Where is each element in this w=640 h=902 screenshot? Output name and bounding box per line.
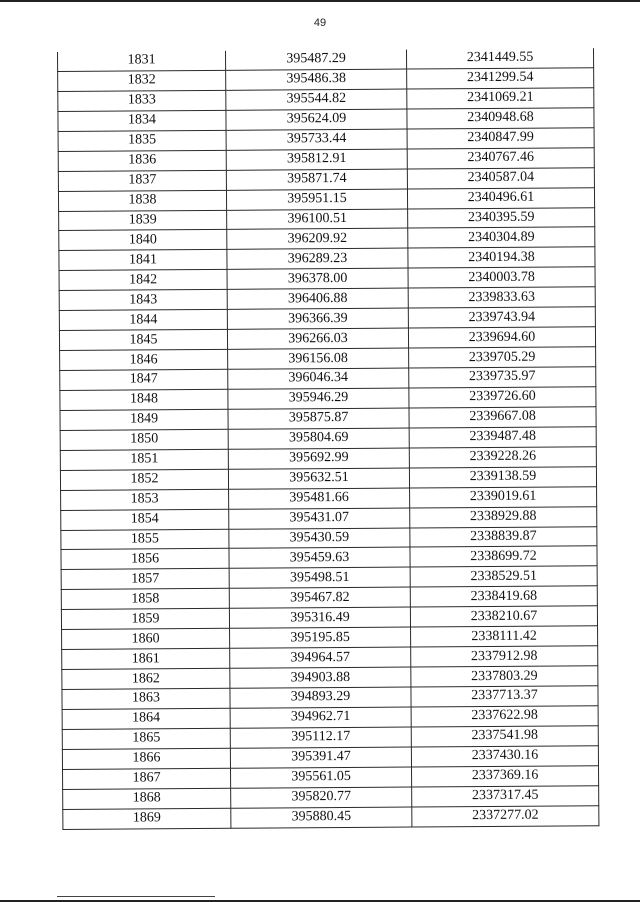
y-coordinate-cell: 2338699.72 [410, 546, 597, 567]
point-number-cell: 1866 [62, 748, 230, 769]
y-coordinate-cell: 2340395.59 [408, 207, 595, 228]
point-number-cell: 1848 [60, 389, 228, 410]
y-coordinate-cell: 2337317.45 [412, 785, 599, 806]
point-number-cell: 1843 [59, 290, 227, 311]
y-coordinate-cell: 2337430.16 [411, 746, 598, 767]
x-coordinate-cell: 395733.44 [226, 129, 407, 150]
y-coordinate-cell: 2339138.59 [409, 466, 596, 487]
y-coordinate-cell: 2338839.87 [410, 526, 597, 547]
y-coordinate-cell: 2338111.42 [411, 626, 598, 647]
x-coordinate-cell: 395391.47 [230, 747, 411, 768]
x-coordinate-cell: 395486.38 [226, 69, 407, 90]
y-coordinate-cell: 2338929.88 [410, 506, 597, 527]
point-number-cell: 1842 [59, 270, 227, 291]
x-coordinate-cell: 394964.57 [230, 647, 411, 668]
y-coordinate-cell: 2337541.98 [411, 726, 598, 747]
x-coordinate-cell: 395820.77 [231, 787, 412, 808]
x-coordinate-cell: 395498.51 [229, 567, 410, 588]
x-coordinate-cell: 395112.17 [230, 727, 411, 748]
x-coordinate-cell: 395431.07 [229, 508, 410, 529]
coordinate-table [57, 48, 599, 829]
coordinate-table-container [57, 48, 595, 829]
x-coordinate-cell: 394903.88 [230, 667, 411, 688]
point-number-cell: 1860 [62, 628, 230, 649]
point-number-cell: 1835 [58, 130, 226, 151]
y-coordinate-cell: 2340003.78 [408, 267, 595, 288]
point-number-cell: 1849 [60, 409, 228, 430]
point-number-cell: 1857 [61, 569, 229, 590]
point-number-cell: 1865 [62, 728, 230, 749]
y-coordinate-cell: 2338419.68 [410, 586, 597, 607]
point-number-cell: 1844 [59, 310, 227, 331]
point-number-cell: 1850 [60, 429, 228, 450]
point-number-cell: 1836 [58, 150, 226, 171]
x-coordinate-cell: 395880.45 [231, 807, 412, 828]
y-coordinate-cell: 2340496.61 [407, 187, 594, 208]
x-coordinate-cell: 395316.49 [229, 607, 410, 628]
point-number-cell: 1852 [60, 469, 228, 490]
x-coordinate-cell: 394962.71 [230, 707, 411, 728]
point-number-cell: 1863 [62, 688, 230, 709]
x-coordinate-cell: 395692.99 [228, 448, 409, 469]
y-coordinate-cell: 2339726.60 [409, 387, 596, 408]
x-coordinate-cell: 395481.66 [229, 488, 410, 509]
x-coordinate-cell: 396046.34 [228, 368, 409, 389]
point-number-cell: 1838 [58, 190, 226, 211]
x-coordinate-cell: 395632.51 [228, 468, 409, 489]
coordinate-table-body [57, 48, 598, 829]
point-number-cell: 1868 [63, 788, 231, 809]
x-coordinate-cell: 396209.92 [227, 228, 408, 249]
point-number-cell: 1846 [60, 349, 228, 370]
point-number-cell: 1839 [59, 210, 227, 231]
point-number-cell: 1840 [59, 230, 227, 251]
y-coordinate-cell: 2339667.08 [409, 407, 596, 428]
x-coordinate-cell: 395467.82 [229, 587, 410, 608]
x-coordinate-cell: 395624.09 [226, 109, 407, 130]
point-number-cell: 1845 [59, 329, 227, 350]
x-coordinate-cell: 395946.29 [228, 388, 409, 409]
x-coordinate-cell: 396366.39 [227, 308, 408, 329]
page-top-border [0, 0, 640, 2]
x-coordinate-cell: 395459.63 [229, 547, 410, 568]
point-number-cell: 1831 [57, 51, 225, 72]
point-number-cell: 1847 [60, 369, 228, 390]
x-coordinate-cell: 395430.59 [229, 528, 410, 549]
point-number-cell: 1867 [63, 768, 231, 789]
x-coordinate-cell: 396100.51 [227, 209, 408, 230]
y-coordinate-cell: 2337369.16 [411, 765, 598, 786]
y-coordinate-cell: 2339735.97 [409, 367, 596, 388]
y-coordinate-cell: 2339833.63 [408, 287, 595, 308]
point-number-cell: 1834 [58, 110, 226, 131]
x-coordinate-cell: 396156.08 [228, 348, 409, 369]
x-coordinate-cell: 395561.05 [231, 767, 412, 788]
y-coordinate-cell: 2340194.38 [408, 247, 595, 268]
point-number-cell: 1833 [58, 90, 226, 111]
point-number-cell: 1869 [63, 808, 231, 829]
table-row [63, 805, 599, 829]
y-coordinate-cell: 2337713.37 [411, 686, 598, 707]
x-coordinate-cell: 396266.03 [227, 328, 408, 349]
y-coordinate-cell: 2340587.04 [407, 167, 594, 188]
point-number-cell: 1864 [62, 708, 230, 729]
y-coordinate-cell: 2337277.02 [412, 805, 599, 826]
y-coordinate-cell: 2341069.21 [407, 88, 594, 109]
y-coordinate-cell: 2340948.68 [407, 108, 594, 129]
x-coordinate-cell: 395871.74 [226, 169, 407, 190]
x-coordinate-cell: 395875.87 [228, 408, 409, 429]
point-number-cell: 1832 [58, 70, 226, 91]
y-coordinate-cell: 2337622.98 [411, 706, 598, 727]
y-coordinate-cell: 2339694.60 [408, 327, 595, 348]
x-coordinate-cell: 396378.00 [227, 268, 408, 289]
footnote-rule [57, 896, 215, 897]
x-coordinate-cell: 396406.88 [227, 288, 408, 309]
y-coordinate-cell: 2340304.89 [408, 227, 595, 248]
y-coordinate-cell: 2339228.26 [409, 446, 596, 467]
point-number-cell: 1855 [61, 529, 229, 550]
point-number-cell: 1861 [62, 648, 230, 669]
x-coordinate-cell: 395812.91 [226, 149, 407, 170]
point-number-cell: 1853 [61, 489, 229, 510]
point-number-cell: 1862 [62, 668, 230, 689]
x-coordinate-cell: 395804.69 [228, 428, 409, 449]
y-coordinate-cell: 2337912.98 [411, 646, 598, 667]
y-coordinate-cell: 2338529.51 [410, 566, 597, 587]
point-number-cell: 1858 [61, 589, 229, 610]
point-number-cell: 1854 [61, 509, 229, 530]
y-coordinate-cell: 2340847.99 [407, 128, 594, 149]
x-coordinate-cell: 395951.15 [226, 189, 407, 210]
y-coordinate-cell: 2341299.54 [407, 68, 594, 89]
x-coordinate-cell: 395487.29 [225, 50, 406, 71]
y-coordinate-cell: 2341449.55 [406, 48, 593, 69]
y-coordinate-cell: 2340767.46 [407, 147, 594, 168]
x-coordinate-cell: 395544.82 [226, 89, 407, 110]
y-coordinate-cell: 2339487.48 [409, 427, 596, 448]
x-coordinate-cell: 395195.85 [230, 627, 411, 648]
y-coordinate-cell: 2337803.29 [411, 666, 598, 687]
point-number-cell: 1837 [58, 170, 226, 191]
y-coordinate-cell: 2338210.67 [410, 606, 597, 627]
point-number-cell: 1856 [61, 549, 229, 570]
y-coordinate-cell: 2339743.94 [408, 307, 595, 328]
y-coordinate-cell: 2339019.61 [410, 486, 597, 507]
x-coordinate-cell: 394893.29 [230, 687, 411, 708]
point-number-cell: 1841 [59, 250, 227, 271]
point-number-cell: 1851 [60, 449, 228, 470]
y-coordinate-cell: 2339705.29 [409, 347, 596, 368]
point-number-cell: 1859 [61, 609, 229, 630]
x-coordinate-cell: 396289.23 [227, 248, 408, 269]
page-number: 49 [313, 17, 327, 29]
